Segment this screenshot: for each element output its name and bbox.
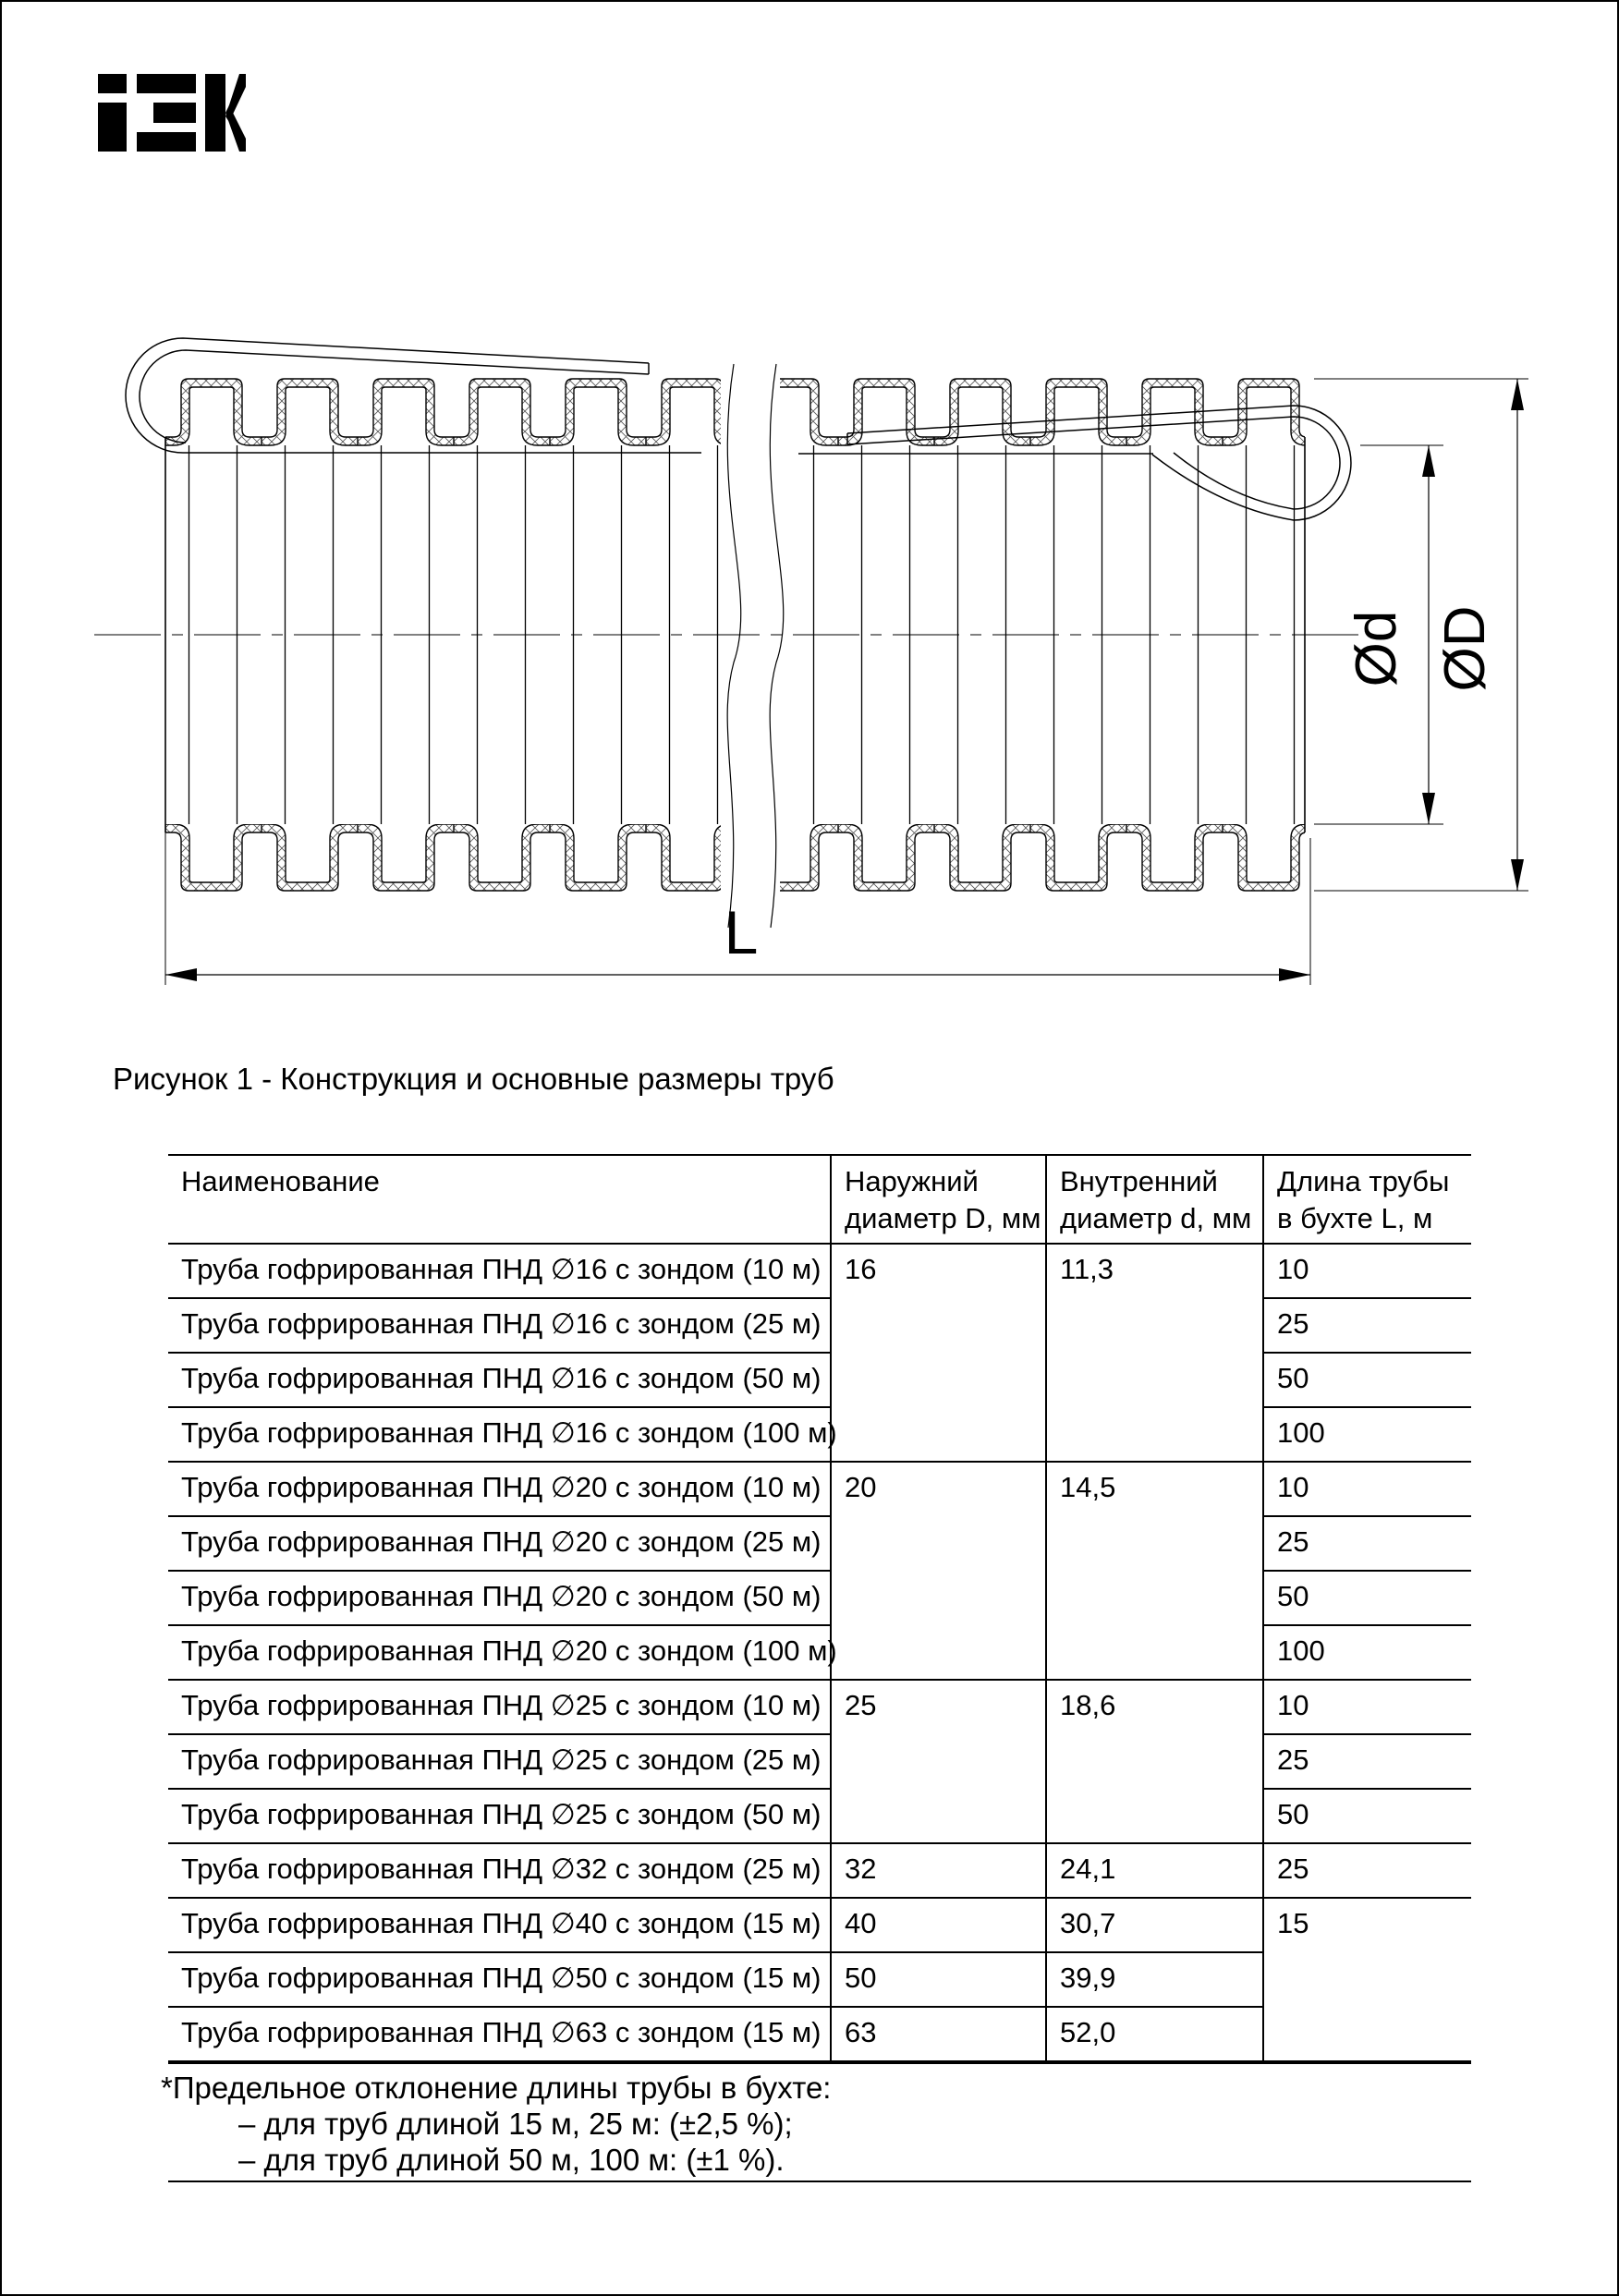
cell-name: Труба гофрированная ПНД ∅20 с зондом (10 м): [168, 1462, 831, 1516]
outer-diameter-label: ØD: [1433, 605, 1497, 692]
pipe-bottom-corrugation: [165, 824, 1305, 900]
col-header-inner: Внутренний диаметр d, мм: [1046, 1155, 1263, 1244]
cell-inner: 39,9: [1046, 1952, 1263, 2007]
table-row: [168, 1407, 1471, 1462]
cell-length: 50: [1263, 1789, 1471, 1843]
cell-length: 25: [1263, 1516, 1471, 1571]
cell-length: 50: [1263, 1353, 1471, 1407]
col-header-outer: Наружний диаметр D, мм: [831, 1155, 1046, 1244]
cell-length: 25: [1263, 1298, 1471, 1353]
iek-logo-glyphs: [98, 74, 246, 152]
table-row: [168, 1462, 1471, 1516]
cell-outer: 16: [831, 1244, 1046, 1462]
iek-logo: [98, 74, 246, 153]
dimension-inner-diameter: [1345, 445, 1435, 824]
cell-name: Труба гофрированная ПНД ∅25 с зондом (25 м): [168, 1734, 831, 1789]
cell-name: Труба гофрированная ПНД ∅20 с зондом (25 м): [168, 1516, 831, 1571]
cell-length: 100: [1263, 1625, 1471, 1680]
col-header-length: Длина трубы в бухте L, м: [1263, 1155, 1471, 1244]
length-label: L: [724, 898, 759, 966]
cell-inner: 18,6: [1046, 1680, 1263, 1843]
spec-table: [168, 1154, 1471, 2064]
table-row: [168, 1680, 1471, 1734]
cell-length: 25: [1263, 1734, 1471, 1789]
footnote-line-1: *Предельное отклонение длины трубы в бухте:: [161, 2071, 832, 2105]
pipe-drawing: [57, 307, 1573, 1037]
cell-name: Труба гофрированная ПНД ∅16 с зондом (10 м): [168, 1244, 831, 1298]
table-row: [168, 1244, 1471, 1298]
cell-inner: 14,5: [1046, 1462, 1263, 1680]
cell-length: 10: [1263, 1680, 1471, 1734]
cell-name: Труба гофрированная ПНД ∅63 с зондом (15 м): [168, 2007, 831, 2062]
cell-inner: 52,0: [1046, 2007, 1263, 2062]
cell-name: Труба гофрированная ПНД ∅20 с зондом (100 м): [168, 1625, 831, 1680]
cell-length: 100: [1263, 1407, 1471, 1462]
table-row: [168, 1734, 1471, 1789]
footnote-line-3: – для труб длиной 50 м, 100 м: (±1 %).: [238, 2143, 785, 2177]
cell-name: Труба гофрированная ПНД ∅25 с зондом (10 м): [168, 1680, 831, 1734]
cell-length: 25: [1263, 1843, 1471, 1898]
cell-inner: 11,3: [1046, 1244, 1263, 1462]
table-row: [168, 1353, 1471, 1407]
figure-caption: Рисунок 1 - Конструкция и основные размеры труб: [113, 1062, 834, 1096]
table-row: [168, 1789, 1471, 1843]
cell-length: 10: [1263, 1244, 1471, 1298]
footnote-rule: [168, 2181, 1471, 2182]
cell-length: 10: [1263, 1462, 1471, 1516]
cell-name: Труба гофрированная ПНД ∅50 с зондом (15 м): [168, 1952, 831, 2007]
table-row: [168, 1898, 1471, 1952]
table-row: [168, 1516, 1471, 1571]
cell-name: Труба гофрированная ПНД ∅25 с зондом (50 м): [168, 1789, 831, 1843]
cell-name: Труба гофрированная ПНД ∅40 с зондом (15 м): [168, 1898, 831, 1952]
table-row: [168, 1625, 1471, 1680]
table-row: [168, 1843, 1471, 1898]
cell-length: 50: [1263, 1571, 1471, 1625]
cell-outer: 32: [831, 1843, 1046, 1898]
footnote: [161, 2070, 831, 2178]
dimension-length: [165, 898, 1310, 981]
cell-name: Труба гофрированная ПНД ∅20 с зондом (50 м): [168, 1571, 831, 1625]
cell-name: Труба гофрированная ПНД ∅16 с зондом (100 м): [168, 1407, 831, 1462]
cell-outer: 40: [831, 1898, 1046, 1952]
dimension-outer-diameter: [1433, 379, 1524, 891]
cell-outer: 50: [831, 1952, 1046, 2007]
cell-name: Труба гофрированная ПНД ∅16 с зондом (25 м): [168, 1298, 831, 1353]
pipe-top-corrugation: [165, 371, 1305, 446]
cell-name: Труба гофрированная ПНД ∅32 с зондом (25 м): [168, 1843, 831, 1898]
cell-outer: 25: [831, 1680, 1046, 1843]
table-row: [168, 1571, 1471, 1625]
inner-diameter-label: Ød: [1345, 610, 1408, 687]
table-header-row: [168, 1155, 1471, 1244]
cell-inner: 24,1: [1046, 1843, 1263, 1898]
col-header-name: Наименование: [168, 1155, 831, 1244]
table-row: [168, 1298, 1471, 1353]
cell-outer: 20: [831, 1462, 1046, 1680]
cell-outer: 63: [831, 2007, 1046, 2062]
pipe-break-lines: [727, 364, 784, 928]
footnote-line-2: – для труб длиной 15 м, 25 м: (±2,5 %);: [238, 2107, 793, 2141]
cell-length: 15: [1263, 1898, 1471, 2062]
cell-name: Труба гофрированная ПНД ∅16 с зондом (50 м): [168, 1353, 831, 1407]
cell-inner: 30,7: [1046, 1898, 1263, 1952]
